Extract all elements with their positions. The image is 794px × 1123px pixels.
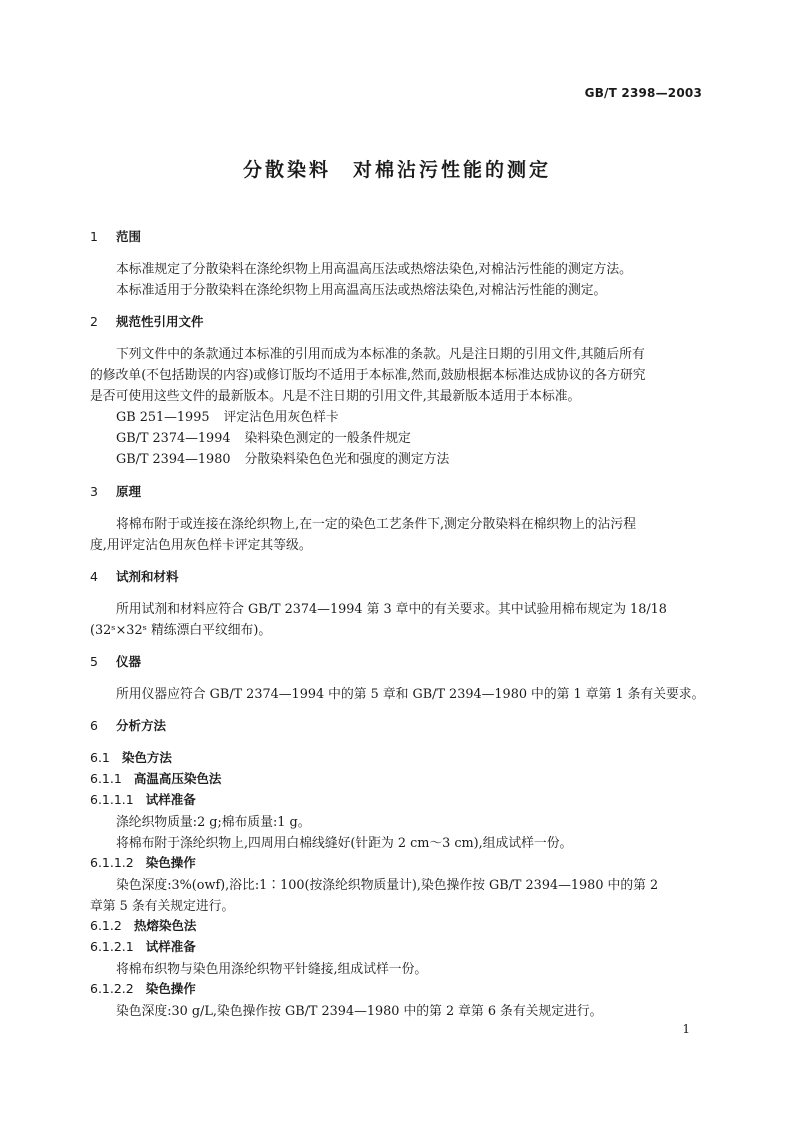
paragraph-line: 是否可使用这些文件的最新版本。凡是不注日期的引用文件,其最新版本适用于本标准。: [90, 389, 581, 404]
section-5-heading: [90, 652, 141, 670]
subsection-number: 6.1: [90, 750, 110, 765]
reference-item: [116, 427, 411, 446]
paragraph: 本标准规定了分散染料在涤纶织物上用高温高压法或热熔法染色,对棉沾污性能的测定方法。: [116, 262, 632, 277]
reference-code: GB 251—1995: [116, 410, 210, 425]
subsection-title: 热熔染色法: [133, 918, 197, 933]
paragraph: 本标准适用于分散染料在涤纶织物上用高温高压法或热熔法染色,对棉沾污性能的测定。: [116, 283, 607, 298]
subsection-6-1-heading: [90, 748, 172, 766]
paragraph-line: 所用试剂和材料应符合 GB/T 2374—1994 第 3 章中的有关要求。其中试验用棉布规定为 18/18: [116, 602, 667, 617]
paragraph-line: (32ˢ×32ˢ 精练漂白平纹细布)。: [90, 623, 272, 638]
section-2-heading: [90, 312, 204, 330]
section-title: 试剂和材料: [116, 569, 179, 584]
subsection-title: 染色方法: [121, 750, 172, 765]
subsection-title: 试样准备: [145, 939, 196, 954]
subsection-number: 6.1.1.2: [90, 855, 134, 870]
reference-item: [116, 448, 449, 467]
paragraph-line: 下列文件中的条款通过本标准的引用而成为本标准的条款。凡是注日期的引用文件,其随后所有: [116, 347, 645, 362]
subsection-number: 6.1.1: [90, 771, 122, 786]
reference-title: 分散染料染色色光和强度的测定方法: [244, 452, 450, 467]
subsection-6-1-1-2-heading: [90, 853, 196, 871]
subsection-title: 染色操作: [145, 981, 196, 996]
reference-title: 染料染色测定的一般条件规定: [244, 431, 411, 446]
section-number: 2: [90, 314, 98, 329]
page-number: 1: [682, 1022, 690, 1036]
section-number: 4: [90, 569, 98, 584]
section-number: 5: [90, 654, 98, 669]
paragraph-line: 所用仪器应符合 GB/T 2374—1994 中的第 5 章和 GB/T 2394—1980 中的第 1 章第 1 条有关要求。: [116, 687, 705, 702]
reference-code: GB/T 2374—1994: [116, 431, 231, 446]
section-number: 6: [90, 718, 98, 733]
section-4-heading: [90, 567, 179, 585]
section-title: 规范性引用文件: [116, 314, 204, 329]
subsection-6-1-2-2-heading: [90, 979, 196, 997]
subsection-number: 6.1.2: [90, 918, 122, 933]
section-1-heading: [90, 227, 141, 245]
reference-item: [116, 406, 339, 425]
subsection-6-1-2-heading: [90, 916, 196, 934]
section-number: 3: [90, 484, 98, 499]
paragraph-line: 将棉布附于涤纶织物上,四周用白棉线缝好(针距为 2 cm～3 cm),组成试样一份。: [116, 836, 573, 851]
paragraph-line: 的修改单(不包括勘误的内容)或修订版均不适用于本标准,然而,鼓励根据本标准达成协议的各方研究: [90, 368, 646, 383]
section-3-heading: [90, 482, 141, 500]
subsection-title: 试样准备: [145, 792, 196, 807]
section-number: 1: [90, 229, 98, 244]
paragraph-line: 染色深度:3%(owf),浴比:1∶100(按涤纶织物质量计),染色操作按 GB/T 2394—1980 中的第 2: [116, 878, 659, 893]
subsection-title: 高温高压染色法: [133, 771, 222, 786]
title-part1: 分散染料: [242, 159, 331, 181]
section-6-heading: [90, 716, 166, 734]
page-title: [0, 155, 794, 182]
section-title: 分析方法: [116, 718, 167, 733]
subsection-6-1-2-1-heading: [90, 937, 196, 955]
paragraph-line: 染色深度:30 g/L,染色操作按 GB/T 2394—1980 中的第 2 章第 6 条有关规定进行。: [116, 1004, 603, 1019]
paragraph-line: 涤纶织物质量:2 g;棉布质量:1 g。: [116, 815, 311, 830]
subsection-number: 6.1.2.1: [90, 939, 134, 954]
section-title: 仪器: [116, 654, 142, 669]
paragraph-line: 将棉布织物与染色用涤纶织物平针缝接,组成试样一份。: [116, 962, 428, 977]
subsection-number: 6.1.2.2: [90, 981, 134, 996]
reference-code: GB/T 2394—1980: [116, 452, 231, 467]
reference-title: 评定沾色用灰色样卡: [223, 410, 339, 425]
subsection-6-1-1-1-heading: [90, 790, 196, 808]
paragraph-line: 章第 5 条有关规定进行。: [90, 899, 235, 914]
subsection-number: 6.1.1.1: [90, 792, 134, 807]
section-title: 范围: [116, 229, 142, 244]
standard-code: GB/T 2398—2003: [584, 86, 702, 100]
title-part2: 对棉沾污性能的测定: [353, 159, 552, 181]
subsection-6-1-1-heading: [90, 769, 221, 787]
paragraph-line: 度,用评定沾色用灰色样卡评定其等级。: [90, 538, 312, 553]
paragraph-line: 将棉布附于或连接在涤纶织物上,在一定的染色工艺条件下,测定分散染料在棉织物上的沾污程: [116, 517, 637, 532]
subsection-title: 染色操作: [145, 855, 196, 870]
section-title: 原理: [116, 484, 142, 499]
